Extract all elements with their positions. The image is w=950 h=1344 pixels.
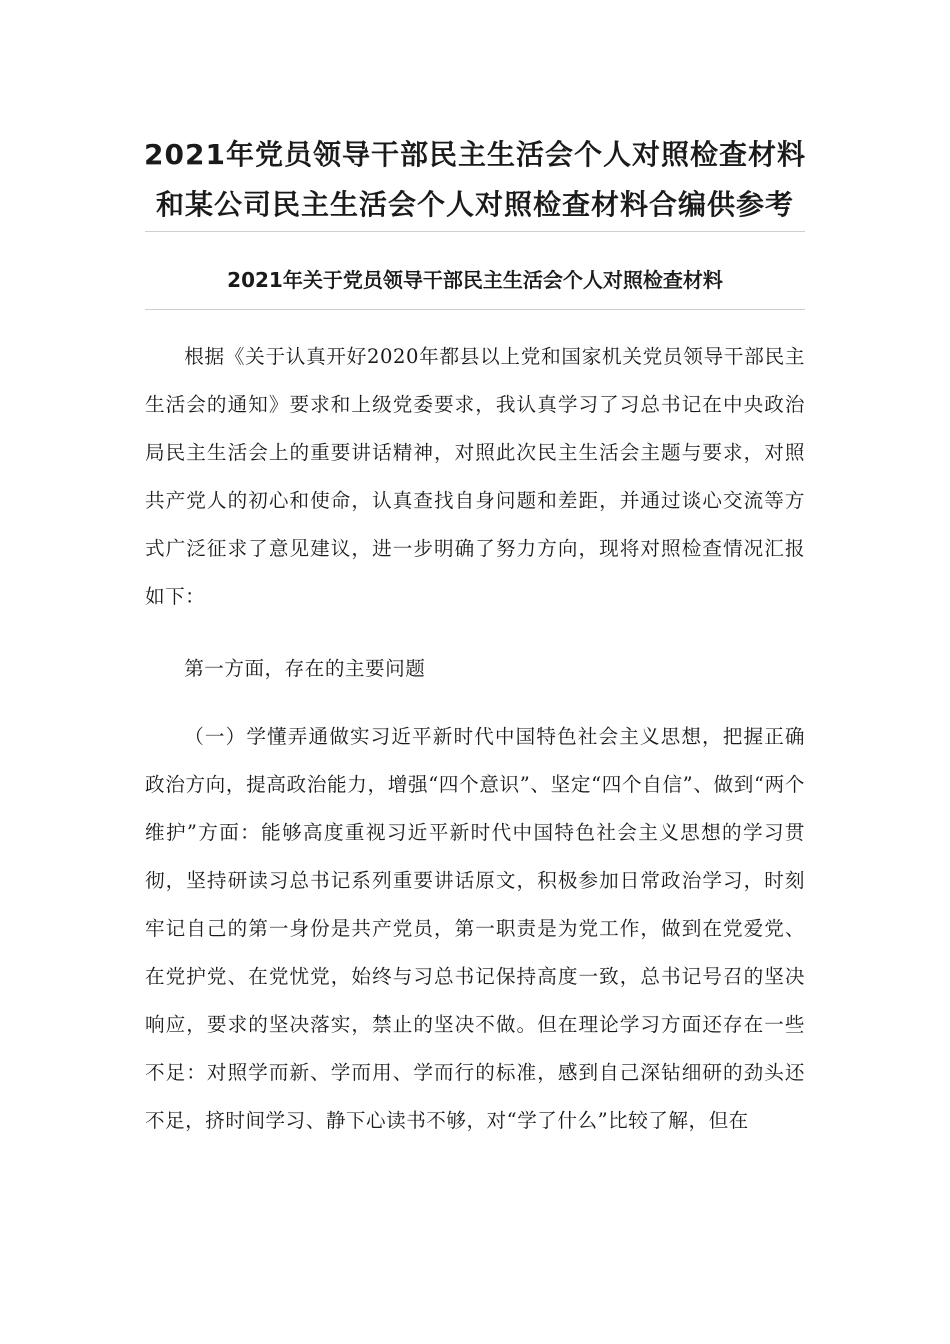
section-subtitle: 2021年关于党员领导干部民主生活会个人对照检查材料 (227, 268, 723, 292)
body-paragraph: （一）学懂弄通做实习近平新时代中国特色社会主义思想，把握正确政治方向，提高政治能力，增强“四个意识”、坚定“四个自信”、做到“两个维护”方面：能够高度重视习近平新时代中国特色社会主义思想的学习贯彻，坚持研读习总书记系列重要讲话原文，积极参加日常政治学习，时刻牢记自己的第一身份是共产党员，第一职责是为党工作，做到在党爱党、在党护党、在党忧党，始终与习总书记保持高度一致，总书记号召的坚决响应，要求的坚决落实，禁止的坚决不做。但在理论学习方面还存在一些不足：对照学而新、学而用、学而行的标准，感到自己深钻细研的劲头还不足，挤时间学习、静下心读书不够，对“学了什么”比较了解，但在 (145, 725, 805, 1132)
intro-paragraph: 根据《关于认真开好2020年都县以上党和国家机关党员领导干部民主生活会的通知》要求和上级党委要求，我认真学习了习总书记在中央政治局民主生活会上的重要讲话精神，对照此次民主生活会主题与要求，对照共产党人的初心和使命，认真查找自身问题和差距，并通过谈心交流等方式广泛征求了意见建议，进一步明确了努力方向，现将对照检查情况汇报如下： (145, 345, 805, 608)
section-heading-paragraph: 第一方面，存在的主要问题 (184, 657, 426, 680)
document-title-line-2: 和某公司民主生活会个人对照检查材料合编供参考 (155, 188, 794, 221)
document-title-line-1: 2021年党员领导干部民主生活会个人对照检查材料 (144, 138, 806, 171)
title-divider (145, 231, 805, 232)
subtitle-divider (145, 309, 805, 310)
